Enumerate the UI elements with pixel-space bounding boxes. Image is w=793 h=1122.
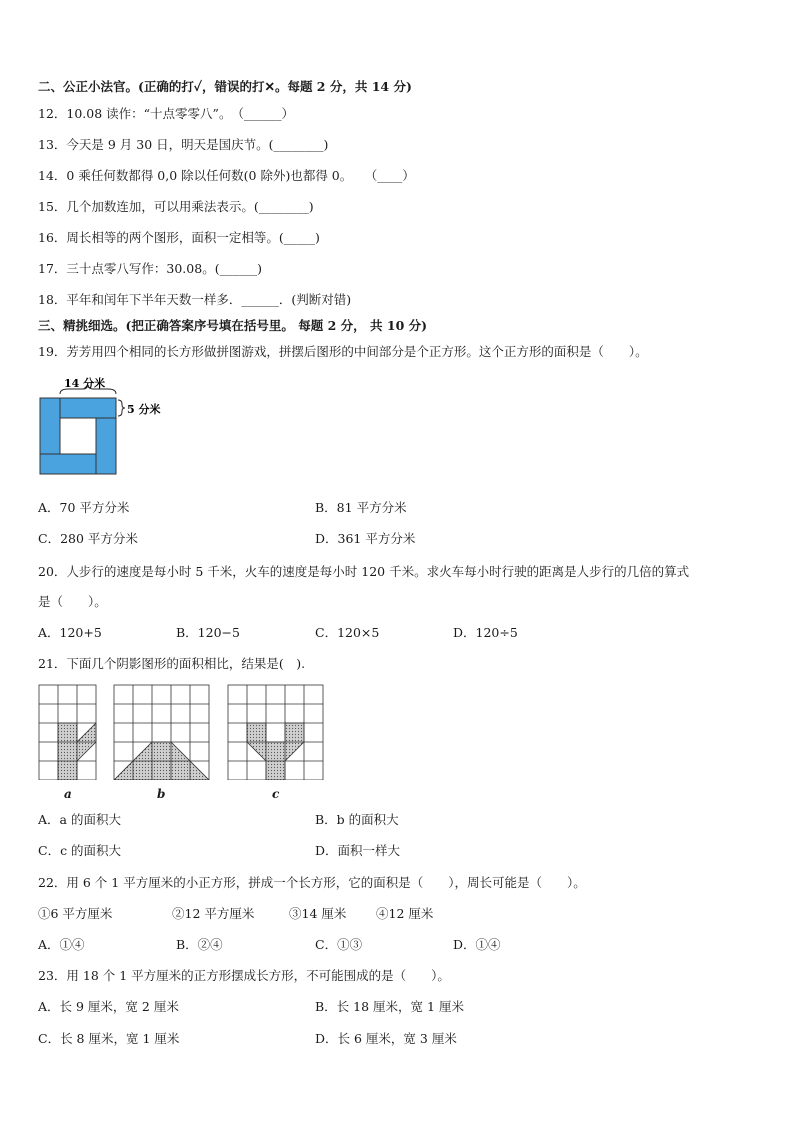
q20-option-a: A．120+5: [38, 625, 102, 640]
q21-caption-a: a: [64, 787, 72, 801]
question-13: 13．今天是 9 月 30 日，明天是国庆节。(________): [38, 137, 329, 152]
question-21-stem: 21．下面几个阴影图形的面积相比，结果是( ).: [38, 656, 306, 671]
q21-figure-b: [114, 685, 209, 780]
q21-option-a: A．a 的面积大: [38, 812, 121, 827]
q23-option-a: A．长 9 厘米，宽 2 厘米: [38, 999, 179, 1014]
q19-side-brace: [118, 400, 125, 416]
question-19-stem: 19．芳芳用四个相同的长方形做拼图游戏，拼摆后图形的中间部分是个正方形。这个正方形的面积是（ ）。: [38, 344, 648, 359]
q19-figure: [38, 376, 168, 478]
q20-option-c: C．120×5: [315, 625, 380, 640]
q23-option-c: C．长 8 厘米，宽 1 厘米: [38, 1031, 180, 1046]
q21-caption-b: b: [157, 787, 166, 801]
question-12: 12．10.08 读作：“十点零零八”。 （______）: [38, 106, 294, 121]
question-20-stem-1: 20．人步行的速度是每小时 5 千米，火车的速度是每小时 120 千米。求火车每小时行驶的距离是人步行的几倍的算式: [38, 564, 690, 579]
question-17: 17．三十点零八写作：30.08。(______): [38, 261, 262, 276]
q21-option-c: C．c 的面积大: [38, 843, 122, 858]
q21-option-d: D．面积一样大: [315, 843, 401, 858]
q22-option-a: A．①④: [38, 937, 85, 952]
question-16: 16．周长相等的两个图形，面积一定相等。(_____): [38, 230, 320, 245]
q22-option-d: D．①④: [453, 937, 501, 952]
q21-figure-a: [39, 685, 96, 780]
q22-option-c: C．①③: [315, 937, 363, 952]
q19-option-d: D．361 平方分米: [315, 531, 416, 546]
question-18: 18．平年和闰年下半年天数一样多．______．(判断对错): [38, 292, 352, 307]
q21-figure-c: [228, 685, 323, 780]
q23-option-b: B．长 18 厘米，宽 1 厘米: [315, 999, 464, 1014]
question-22-stem: 22．用 6 个 1 平方厘米的小正方形，拼成一个长方形，它的面积是（ ），周长可能是（ ）。: [38, 875, 586, 890]
q19-top-label: 14 分米: [64, 377, 106, 390]
q21-figures: [38, 684, 328, 780]
q22-option-b: B．②④: [176, 937, 223, 952]
q19-inner-square: [60, 418, 96, 454]
q22-choice-1: ①6 平方厘米: [38, 906, 113, 921]
q20-option-d: D．120÷5: [453, 625, 518, 640]
q22-choice-2: ②12 平方厘米: [172, 906, 255, 921]
q19-side-label: 5 分米: [127, 403, 161, 416]
question-14: 14．0 乘任何数都得 0,0 除以任何数(0 除外)也都得 0。 （____）: [38, 168, 415, 183]
q19-option-a: A．70 平方分米: [38, 500, 130, 515]
q22-choice-4: ④12 厘米: [376, 906, 434, 921]
q21-option-b: B．b 的面积大: [315, 812, 399, 827]
question-23-stem: 23．用 18 个 1 平方厘米的正方形摆成长方形，不可能围成的是（ ）。: [38, 968, 450, 983]
question-20-stem-2: 是（ ）。: [38, 594, 107, 609]
section-2-title: 二、公正小法官。(正确的打✓，错误的打✕。每题 2 分，共 14 分): [38, 79, 412, 94]
q22-choice-3: ③14 厘米: [289, 906, 347, 921]
q19-option-b: B．81 平方分米: [315, 500, 407, 515]
q23-option-d: D．长 6 厘米，宽 3 厘米: [315, 1031, 457, 1046]
q19-option-c: C．280 平方分米: [38, 531, 138, 546]
question-15: 15．几个加数连加，可以用乘法表示。(________): [38, 199, 314, 214]
q20-option-b: B．120−5: [176, 625, 240, 640]
section-3-title: 三、精挑细选。(把正确答案序号填在括号里。 每题 2 分， 共 10 分): [38, 318, 428, 333]
q21-caption-c: c: [272, 787, 280, 801]
